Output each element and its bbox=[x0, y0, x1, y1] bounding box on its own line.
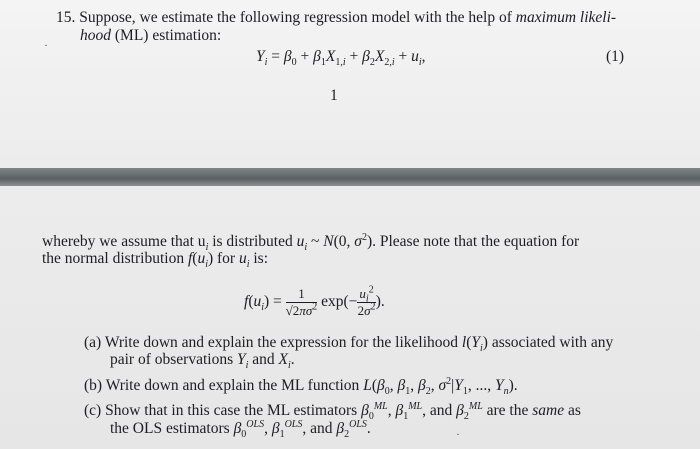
intro-emphasis: maximum likeli- bbox=[515, 9, 617, 26]
part-c-line1: (c) Show that in this case the ML estimators $\beta_0^{ML}$, $\beta_1^{ML}$, and $\beta_2^{ML}$ are the same as bbox=[84, 400, 581, 423]
density-fraction: $\frac{1}{√2\pi\sigma^2}$ bbox=[285, 285, 318, 318]
problem-intro-line1 bbox=[56, 9, 616, 27]
part-a-line1: (a) Write down and explain the expression for the likelihood $l(Y_i)$ associated with any bbox=[84, 334, 614, 355]
intro-text: Suppose, we estimate the following regression model with the help of bbox=[79, 9, 512, 26]
problem-number: 15. bbox=[56, 9, 76, 26]
assumption-line1: whereby we assume that $u_i$ is distributed $u_i$ ~ N(0, $\sigma^2$). Please note that the equation for bbox=[42, 231, 580, 254]
regression-equation: $Y_i = \beta_0 + \beta_1X_{1,i} + \beta_2X_{2,i} + u_i$, bbox=[256, 48, 426, 69]
normal-density-formula: $f(u_i)$ = $\frac{1}{√2\pi\sigma^2}$ exp(− $\frac{u_i^2}{2\sigma^2}$ ). bbox=[244, 284, 385, 318]
page-number: 1 bbox=[330, 87, 338, 104]
speck: · bbox=[44, 38, 48, 52]
part-b: (b) Write down and explain the ML function $L(\beta_0$, $\beta_1$, $\beta_2$, $\sigma^2|Y_1$, ..., $Y_n$). bbox=[84, 375, 518, 398]
intro-emphasis-2: hood bbox=[80, 27, 111, 44]
equation-label: (1) bbox=[606, 48, 625, 65]
problem-intro-line2 bbox=[80, 27, 221, 45]
part-b-label: (b) bbox=[84, 377, 103, 394]
part-a-line2: pair of observations $Y_i$ and $X_i$. bbox=[110, 351, 295, 372]
part-c-line2: the OLS estimators $\beta_0^{OLS}$, $\beta_1^{OLS}$, and $\beta_2^{OLS}$. bbox=[110, 418, 371, 441]
part-a-label: (a) bbox=[84, 334, 102, 351]
assumption-line2: the normal distribution $f(u_i)$ for $u_i$ is: bbox=[42, 250, 269, 271]
intro-text-2: (ML) estimation: bbox=[114, 27, 222, 44]
part-c-label: (c) bbox=[84, 402, 102, 419]
page-gap-band bbox=[0, 168, 700, 186]
speck-2: · bbox=[456, 427, 460, 441]
exponent-fraction: $\frac{u_i^2}{2\sigma^2}$ bbox=[357, 284, 376, 318]
